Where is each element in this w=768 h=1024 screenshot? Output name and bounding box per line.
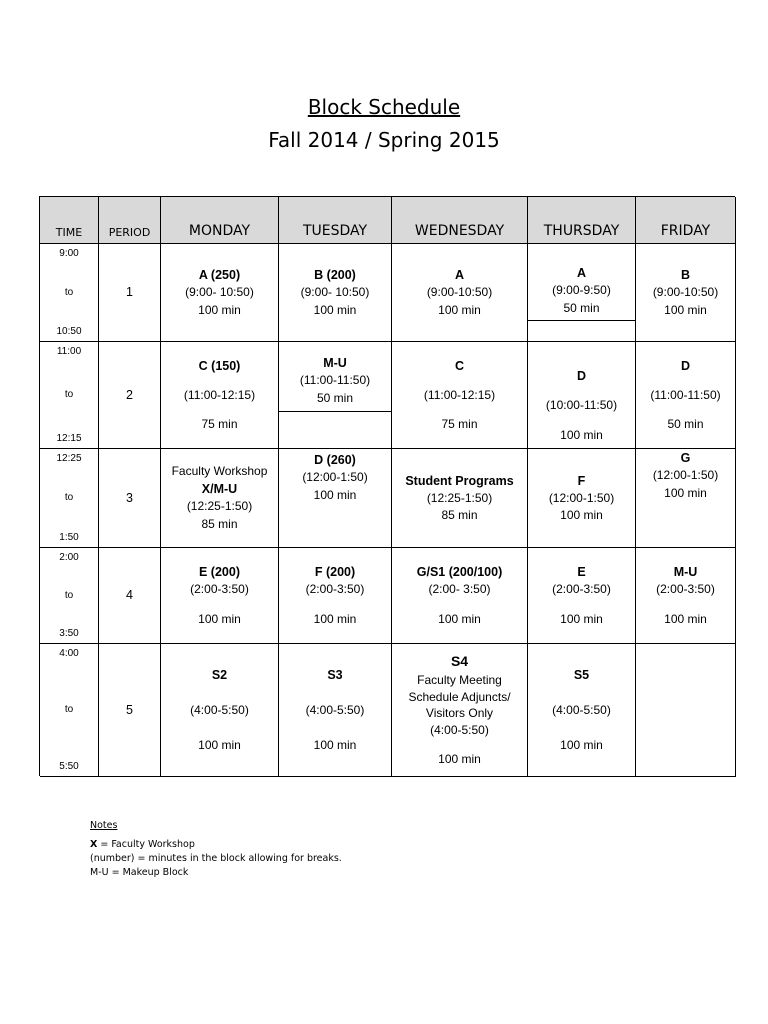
block-time: (11:00-12:15) bbox=[183, 387, 256, 402]
period-2: 2 bbox=[99, 342, 161, 449]
block-duration: 100 min bbox=[560, 738, 603, 753]
block-label: F (200) bbox=[314, 565, 356, 580]
friday-period-5 bbox=[636, 644, 736, 777]
block-label: S5 bbox=[573, 667, 590, 682]
block-time: (12:00-1:50) bbox=[548, 490, 615, 505]
block-time: (2:00- 3:50) bbox=[428, 582, 491, 597]
time-start: 12:25 bbox=[56, 453, 82, 464]
block-label: F bbox=[577, 473, 586, 488]
block-label: A (250) bbox=[198, 268, 241, 283]
block-duration: 75 min bbox=[201, 417, 238, 432]
friday-period-3 bbox=[636, 449, 736, 548]
monday-period-2 bbox=[161, 342, 279, 449]
period-1: 1 bbox=[99, 244, 161, 342]
thursday-period-5 bbox=[528, 644, 636, 777]
time-to: to bbox=[64, 389, 74, 401]
block-time: (11:00-12:15) bbox=[423, 387, 496, 402]
notes-line-x bbox=[90, 838, 342, 852]
time-cell-1 bbox=[40, 244, 99, 342]
block-label: E (200) bbox=[199, 565, 240, 580]
block-time: (4:00-5:50) bbox=[552, 702, 611, 717]
tuesday-period-5 bbox=[279, 644, 392, 777]
block-label: X/M-U bbox=[201, 482, 238, 497]
block-time: (2:00-3:50) bbox=[656, 582, 715, 597]
friday-period-1 bbox=[636, 244, 736, 342]
header-tuesday: TUESDAY bbox=[279, 197, 392, 244]
time-cell-3 bbox=[40, 449, 99, 548]
monday-period-3 bbox=[161, 449, 279, 548]
wednesday-period-1 bbox=[392, 244, 528, 342]
block-label: S2 bbox=[211, 667, 228, 682]
block-duration: 100 min bbox=[313, 738, 357, 753]
block-duration: 75 min bbox=[441, 417, 478, 432]
block-duration: 100 min bbox=[664, 611, 707, 626]
time-end: 3:50 bbox=[59, 627, 79, 639]
block-duration: 100 min bbox=[560, 427, 603, 442]
block-time: (11:00-11:50) bbox=[299, 373, 371, 388]
schedule-table bbox=[39, 196, 735, 776]
block-duration: 100 min bbox=[438, 751, 481, 766]
block-label: D bbox=[576, 369, 587, 384]
block-time: (10:00-11:50) bbox=[545, 398, 618, 413]
block-time: (11:00-11:50) bbox=[650, 387, 721, 402]
tuesday-period-4 bbox=[279, 548, 392, 644]
period-4: 4 bbox=[99, 548, 161, 644]
block-time: (9:00- 10:50) bbox=[300, 285, 370, 300]
header-period: PERIOD bbox=[99, 197, 161, 244]
block-time: (4:00-5:50) bbox=[190, 702, 249, 717]
friday-period-2 bbox=[636, 342, 736, 449]
block-duration: 100 min bbox=[198, 738, 241, 753]
notes-line-number: (number) = minutes in the block allowing for breaks. bbox=[90, 853, 342, 864]
block-duration: 85 min bbox=[201, 516, 238, 531]
wednesday-period-5 bbox=[392, 644, 528, 777]
block-duration: 100 min bbox=[560, 611, 603, 626]
block-duration: 100 min bbox=[664, 302, 707, 317]
wednesday-period-4 bbox=[392, 548, 528, 644]
block-note: Schedule Adjuncts/ bbox=[408, 689, 511, 704]
block-duration: 100 min bbox=[313, 487, 357, 502]
block-label: C bbox=[454, 358, 465, 373]
notes-line-mu: M-U = Makeup Block bbox=[90, 867, 189, 878]
block-label: E bbox=[577, 565, 586, 580]
time-to: to bbox=[64, 286, 74, 298]
block-duration: 100 min bbox=[198, 611, 241, 626]
thursday-period-3 bbox=[528, 449, 636, 548]
page-subtitle: Fall 2014 / Spring 2015 bbox=[268, 128, 500, 152]
block-duration: 100 min bbox=[313, 611, 357, 626]
thursday-period-2 bbox=[528, 342, 636, 449]
block-label: Student Programs bbox=[405, 473, 514, 488]
time-to: to bbox=[64, 704, 74, 716]
block-label: D bbox=[680, 358, 691, 373]
monday-period-4 bbox=[161, 548, 279, 644]
header-thursday: THURSDAY bbox=[528, 197, 636, 244]
page-title: Block Schedule bbox=[307, 95, 461, 119]
block-time: (12:00-1:50) bbox=[652, 468, 719, 483]
block-label: B (200) bbox=[314, 268, 356, 283]
header-time: TIME bbox=[40, 197, 99, 244]
block-time: (4:00-5:50) bbox=[430, 723, 489, 738]
block-duration: 100 min bbox=[438, 611, 481, 626]
notes-title: Notes bbox=[90, 820, 118, 831]
tuesday-period-2 bbox=[279, 342, 392, 449]
time-cell-4 bbox=[40, 548, 99, 644]
block-label: S3 bbox=[327, 667, 343, 682]
notes-section bbox=[90, 819, 342, 880]
time-start: 2:00 bbox=[59, 552, 79, 563]
block-time: (2:00-3:50) bbox=[305, 582, 365, 597]
block-label: A bbox=[576, 266, 587, 280]
time-to: to bbox=[64, 492, 74, 504]
block-time: (9:00-10:50) bbox=[652, 285, 719, 300]
block-label: A bbox=[454, 268, 465, 283]
block-duration: 50 min bbox=[316, 390, 354, 405]
header-wednesday: WEDNESDAY bbox=[392, 197, 528, 244]
block-time: (9:00- 10:50) bbox=[185, 285, 254, 300]
tuesday-period-1 bbox=[279, 244, 392, 342]
time-start: 4:00 bbox=[59, 648, 79, 659]
thursday-period-4 bbox=[528, 548, 636, 644]
block-duration: 50 min bbox=[667, 417, 704, 432]
header-monday: MONDAY bbox=[161, 197, 279, 244]
notes-key: X bbox=[90, 839, 98, 850]
wednesday-period-2 bbox=[392, 342, 528, 449]
time-end: 12:15 bbox=[56, 432, 82, 444]
tuesday-period-23 bbox=[279, 449, 392, 548]
time-to: to bbox=[64, 589, 74, 601]
block-note: Faculty Workshop bbox=[171, 463, 268, 478]
block-time: (9:00-9:50) bbox=[552, 283, 611, 298]
block-label: C (150) bbox=[198, 358, 241, 373]
block-label: D (260) bbox=[314, 453, 356, 467]
time-start: 9:00 bbox=[59, 248, 79, 259]
block-duration: 100 min bbox=[664, 485, 707, 500]
block-duration: 50 min bbox=[563, 300, 600, 315]
period-3: 3 bbox=[99, 449, 161, 548]
block-time: (9:00-10:50) bbox=[426, 285, 493, 300]
block-label: B bbox=[680, 268, 691, 283]
wednesday-period-3 bbox=[392, 449, 528, 548]
time-cell-2 bbox=[40, 342, 99, 449]
block-note: Visitors Only bbox=[425, 706, 494, 721]
block-time: (12:00-1:50) bbox=[302, 470, 368, 485]
block-label: G/S1 (200/100) bbox=[416, 565, 503, 580]
time-start: 11:00 bbox=[56, 346, 82, 357]
time-cell-5 bbox=[40, 644, 99, 777]
notes-text: = Faculty Workshop bbox=[97, 839, 195, 850]
friday-period-4 bbox=[636, 548, 736, 644]
block-duration: 85 min bbox=[441, 508, 478, 523]
time-end: 5:50 bbox=[59, 760, 79, 772]
block-duration: 100 min bbox=[313, 302, 357, 317]
block-time: (2:00-3:50) bbox=[190, 582, 249, 597]
time-end: 1:50 bbox=[59, 531, 79, 543]
monday-period-1 bbox=[161, 244, 279, 342]
block-label: S4 bbox=[450, 653, 469, 670]
block-duration: 100 min bbox=[438, 302, 481, 317]
block-duration: 100 min bbox=[560, 508, 603, 523]
time-end: 10:50 bbox=[56, 325, 82, 337]
block-time: (2:00-3:50) bbox=[552, 582, 611, 597]
block-label: M-U bbox=[673, 565, 698, 580]
monday-period-5 bbox=[161, 644, 279, 777]
period-5: 5 bbox=[99, 644, 161, 777]
block-time: (12:25-1:50) bbox=[426, 490, 493, 505]
block-time: (4:00-5:50) bbox=[305, 702, 365, 717]
thursday-period-1 bbox=[528, 244, 636, 342]
block-label: G bbox=[680, 451, 691, 465]
block-note: Faculty Meeting bbox=[417, 672, 502, 687]
header-friday: FRIDAY bbox=[636, 197, 736, 244]
block-label: M-U bbox=[323, 356, 347, 370]
block-time: (12:25-1:50) bbox=[186, 499, 253, 514]
block-duration: 100 min bbox=[198, 302, 241, 317]
